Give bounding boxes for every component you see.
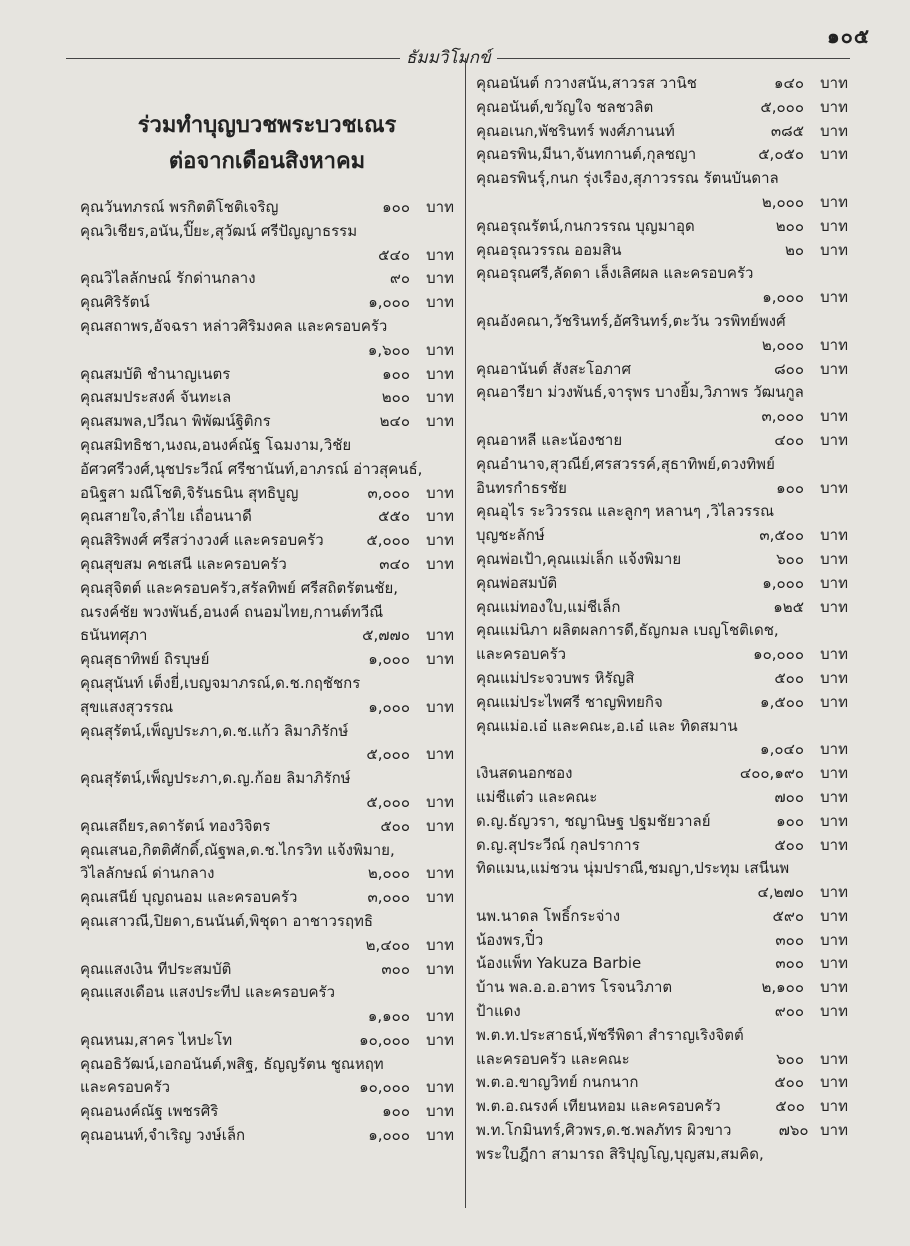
donation-amount: ๕,๐๕๐ <box>758 145 804 164</box>
donor-line <box>80 267 454 291</box>
donation-amount: ๒๐๐ <box>381 388 410 407</box>
currency-unit: บาท <box>820 526 848 545</box>
donation-amount: ๔๐๐,๑๙๐ <box>739 764 804 783</box>
donation-amount: ๔๐๐ <box>774 430 804 449</box>
currency-unit: บาท <box>820 1121 848 1140</box>
donation-amount: ๓,๕๐๐ <box>759 526 804 545</box>
donor-line <box>80 624 454 648</box>
currency-unit: บาท <box>820 645 848 664</box>
donation-amount: ๓๐๐ <box>381 959 410 978</box>
donor-line <box>476 596 848 620</box>
donation-amount: ๕๕๐ <box>378 507 410 526</box>
currency-unit: บาท <box>426 959 454 978</box>
donor-name: คุณพ่อสมบัติ <box>476 573 558 592</box>
currency-unit: บาท <box>820 1049 848 1068</box>
donation-amount: ๑๐๐ <box>776 811 804 830</box>
currency-unit: บาท <box>426 412 454 431</box>
currency-unit: บาท <box>820 145 848 164</box>
right-column <box>476 72 848 1167</box>
donation-amount: ๕๐๐ <box>774 668 804 687</box>
donation-amount: ๓,๐๐๐ <box>367 483 410 502</box>
donor-line <box>476 1095 848 1119</box>
donor-line <box>476 477 848 501</box>
currency-unit: บาท <box>820 407 848 426</box>
donor-name: คุณสมพล,ปวีณา พิพัฒน์ฐิติกร <box>80 412 271 431</box>
donor-line <box>476 619 848 643</box>
donor-name: คุณสุรัตน์,เพ็ญประภา,ด.ช.แก้ว ลิมาภิรักษ์ <box>80 721 349 740</box>
donor-line <box>80 815 454 839</box>
donation-amount: ๑๐๐ <box>382 1102 410 1121</box>
donor-name: คุณเสนอ,กิตติศักดิ์,ณัฐพล,ด.ช.ไกรวิท แจ้งพิมาย, <box>80 840 395 859</box>
donor-line <box>476 762 848 786</box>
donation-amount: ๘๐๐ <box>774 359 804 378</box>
donor-name: คุณวันทภรณ์ พรกิตติโชติเจริญ <box>80 198 279 216</box>
donor-name: น้องพร,ปิ๋ว <box>476 930 544 949</box>
donation-amount: ๗๖๐ <box>778 1121 809 1140</box>
donor-name: คุณสมิทธิชา,นงณ,อนงค์ณัฐ โฉมงาม,วิชัย <box>80 435 352 454</box>
donor-name: ทิดแมน,แม่ชวน นุ่มปราณี,ชมญา,ประทุม เสนีนพ <box>476 859 790 878</box>
right-donor-list <box>476 72 848 1167</box>
donor-line <box>80 315 454 339</box>
donor-line <box>80 363 454 387</box>
donor-name: คุณอนันต์,ขวัญใจ ชลชวลิต <box>476 97 654 116</box>
currency-unit: บาท <box>820 1097 848 1116</box>
donation-amount: ๖๐๐ <box>776 1049 804 1068</box>
donor-name: คุณอนันต์ กวางสนัน,สาวรส วานิช <box>476 74 697 92</box>
donor-name: คุณอรุณรัตน์,กนกวรรณ บุญมาอุด <box>476 216 695 235</box>
donor-line <box>476 358 848 382</box>
currency-unit: บาท <box>820 216 848 235</box>
donation-amount: ๕๔๐ <box>378 245 410 264</box>
donation-amount: ๖๐๐ <box>776 549 804 568</box>
donor-line <box>476 810 848 834</box>
donor-line <box>80 458 454 482</box>
donation-amount: ๒,๔๐๐ <box>365 935 410 954</box>
donor-name: อนิฐสา มณีโชติ,จิรันธนิน สุทธิบูญ <box>80 483 299 502</box>
donor-line <box>476 548 848 572</box>
donor-line <box>476 1119 848 1143</box>
donor-line <box>80 482 454 506</box>
donation-amount: ๑๐๐ <box>382 198 410 216</box>
donor-name: คุณอรพินรุ์,กนก รุ่งเรือง,สุภาวรรณ รัตนบันดาล <box>476 169 779 188</box>
currency-unit: บาท <box>820 240 848 259</box>
currency-unit: บาท <box>820 192 848 211</box>
currency-unit: บาท <box>820 573 848 592</box>
donor-line <box>476 786 848 810</box>
donation-amount: ๕,๐๐๐ <box>366 531 410 550</box>
donation-amount: ๕๐๐ <box>774 1073 804 1092</box>
donor-name: ณรงค์ชัย พวงพันธ์,อนงค์ ถนอมไทย,กานต์ทวีณี <box>80 602 384 621</box>
donation-amount: ๓,๐๐๐ <box>761 407 804 426</box>
currency-unit: บาท <box>820 335 848 354</box>
donor-line <box>476 572 848 596</box>
donor-name: คุณอเนก,พัชรินทร์ พงศ์ภานนท์ <box>476 121 675 140</box>
donor-name: คุณอุไร ระวิวรรณ และลูกๆ หลานๆ ,วิไลวรรณ <box>476 502 775 521</box>
donor-line <box>476 72 848 96</box>
left-donor-list <box>80 196 454 1148</box>
donor-line <box>476 1000 848 1024</box>
donor-line <box>476 929 848 953</box>
currency-unit: บาท <box>426 1030 454 1049</box>
donor-name: คุณสุรัตน์,เพ็ญประภา,ด.ญ.ก้อย ลิมาภิรักษ์ <box>80 769 351 788</box>
currency-unit: บาท <box>820 1002 848 1021</box>
donor-line <box>80 1100 454 1124</box>
donor-name: คุณวิเชียร,อนัน,ปิ๊ยะ,สุวัฒน์ ศรีปัญญาธรรม <box>80 221 358 240</box>
donor-name: คุณอนงค์ณัฐ เพชรศิริ <box>80 1102 219 1121</box>
donation-amount: ๒๐๐ <box>775 216 804 235</box>
currency-unit: บาท <box>820 954 848 973</box>
donation-amount: ๓๔๐ <box>379 554 410 573</box>
donor-line <box>80 862 454 886</box>
left-column <box>80 72 454 1148</box>
donor-line <box>476 834 848 858</box>
donor-line <box>476 96 848 120</box>
donor-name: คุณอรุณศรี,ลัดดา เล็งเลิศผล และครอบครัว <box>476 264 754 283</box>
currency-unit: บาท <box>426 1078 454 1097</box>
donation-amount: ๑,๐๔๐ <box>760 740 804 759</box>
donor-line <box>476 143 848 167</box>
donor-line <box>80 910 454 934</box>
donor-line <box>476 667 848 691</box>
donation-amount: ๑๔๐ <box>773 74 804 92</box>
donor-line <box>80 410 454 434</box>
currency-unit: บาท <box>426 864 454 883</box>
donor-name: คุณแม่ประจวบพร หิรัญสิ <box>476 668 635 687</box>
donation-amount: ๒,๑๐๐ <box>761 978 804 997</box>
donor-line <box>476 691 848 715</box>
donor-line <box>476 857 848 881</box>
donor-line <box>476 191 848 215</box>
donor-name: คุณสุธาทิพย์ ถิรบุษย์ <box>80 650 210 669</box>
donor-line <box>476 976 848 1000</box>
donor-name: คุณแม่ประไพศรี ชาญพิทยกิจ <box>476 692 663 711</box>
donor-name: คุณอาหลี และน้องชาย <box>476 430 623 449</box>
donation-amount: ๕๐๐ <box>775 1097 805 1116</box>
currency-unit: บาท <box>820 787 848 806</box>
donor-line <box>80 1124 454 1148</box>
donor-line <box>80 981 454 1005</box>
donor-line <box>80 244 454 268</box>
currency-unit: บาท <box>820 668 848 687</box>
currency-unit: บาท <box>820 1073 848 1092</box>
section-heading-line2: ต่อจากเดือนสิงหาคม <box>168 149 366 174</box>
donor-line <box>476 1071 848 1095</box>
donor-line <box>80 743 454 767</box>
donor-name: วิไลลักษณ์ ด่านกลาง <box>80 864 215 883</box>
currency-unit: บาท <box>820 430 848 449</box>
donation-amount: ๔,๒๗๐ <box>757 883 804 902</box>
donor-name: พ.ต.ท.ประสาธน์,พัชรีพิดา สำราญเริงจิตต์ <box>476 1025 744 1044</box>
donor-line <box>476 881 848 905</box>
currency-unit: บาท <box>426 650 454 669</box>
currency-unit: บาท <box>820 597 848 616</box>
donor-name: แม่ชีแต๋ว และคณะ <box>476 787 598 806</box>
donor-line <box>80 220 454 244</box>
donation-amount: ๑,๐๐๐ <box>368 650 410 669</box>
currency-unit: บาท <box>426 507 454 526</box>
donor-line <box>80 839 454 863</box>
donor-line <box>476 215 848 239</box>
donor-name: คุณเสถียร,ลดารัตน์ ทองวิจิตร <box>80 816 271 835</box>
donation-amount: ๑๐๐ <box>382 364 410 383</box>
donor-line <box>476 310 848 334</box>
currency-unit: บาท <box>820 740 848 759</box>
donor-name: คุณแสงเงิน ทีประสมบัติ <box>80 959 232 978</box>
donor-name: คุณสิริพงศ์ ศรีสว่างวงศ์ และครอบครัว <box>80 531 324 550</box>
donor-line <box>476 286 848 310</box>
donor-name: ป้าแดง <box>476 1002 521 1021</box>
donor-line <box>476 429 848 453</box>
donor-name: น้องแพ็ท Yakuza Barbie <box>476 954 642 973</box>
donor-line <box>80 434 454 458</box>
donor-line <box>80 291 454 315</box>
currency-unit: บาท <box>426 388 454 407</box>
donor-name: คุณอนนท์,จำเริญ วงษ์เล็ก <box>80 1126 246 1145</box>
donor-name: คุณเสนีย์ บุญถนอม และครอบครัว <box>80 888 298 907</box>
donation-amount: ๕๐๐ <box>774 835 804 854</box>
currency-unit: บาท <box>426 340 454 359</box>
currency-unit: บาท <box>820 549 848 568</box>
donor-name: ด.ญ.สุประวีณ์ กุลปราการ <box>476 835 640 854</box>
donor-line <box>80 958 454 982</box>
currency-unit: บาท <box>426 531 454 550</box>
currency-unit: บาท <box>426 198 454 216</box>
donor-line <box>476 1024 848 1048</box>
donor-name: นพ.นาดล โพธิ์กระจ่าง <box>476 906 621 925</box>
donation-amount: ๓๐๐ <box>775 954 804 973</box>
donation-amount: ๕,๐๐๐ <box>760 97 804 116</box>
donor-name: พ.ต.อ.ณรงค์ เทียนหอม และครอบครัว <box>476 1097 721 1116</box>
currency-unit: บาท <box>820 74 848 92</box>
donor-line <box>476 905 848 929</box>
donor-line <box>80 720 454 744</box>
donor-line <box>80 386 454 410</box>
currency-unit: บาท <box>426 935 454 954</box>
currency-unit: บาท <box>426 1007 454 1026</box>
donor-name: คุณพ่อเป้า,คุณแม่เล็ก แจ้งพิมาย <box>476 549 682 568</box>
donor-name: คุณแม่อ.เอ๋ และคณะ,อ.เอ๋ และ ทิดสมาน <box>476 716 738 735</box>
currency-unit: บาท <box>820 906 848 925</box>
currency-unit: บาท <box>820 764 848 783</box>
donor-name: พระใบฎีกา สามารถ สิริปุญโญ,บุญสม,สมคิด, <box>476 1144 764 1163</box>
donor-line <box>80 601 454 625</box>
donor-line <box>80 1005 454 1029</box>
donor-line <box>80 577 454 601</box>
currency-unit: บาท <box>820 835 848 854</box>
donation-amount: ๓๐๐ <box>775 930 804 949</box>
currency-unit: บาท <box>426 816 454 835</box>
currency-unit: บาท <box>820 930 848 949</box>
donor-line <box>476 715 848 739</box>
donation-amount: ๑,๐๐๐ <box>762 288 804 307</box>
donor-line <box>476 120 848 144</box>
donation-amount: ๒,๐๐๐ <box>761 335 804 354</box>
donor-line <box>80 1053 454 1077</box>
donor-line <box>80 886 454 910</box>
donor-line <box>476 952 848 976</box>
donor-line <box>80 196 454 220</box>
column-divider <box>465 58 466 1208</box>
donor-line <box>80 648 454 672</box>
donation-amount: ๒๐ <box>784 240 804 259</box>
donor-name: อินทรกำธรชัย <box>476 478 567 497</box>
donor-name: คุณอารียา ม่วงพันธ์,จารุพร บางยิ้ม,วิภาพร วัฒนกูล <box>476 383 804 402</box>
donation-amount: ๑,๐๐๐ <box>368 1126 410 1145</box>
donation-amount: ๑,๖๐๐ <box>367 340 410 359</box>
currency-unit: บาท <box>426 697 454 716</box>
donor-line <box>476 381 848 405</box>
donor-name: คุณแม่ทองใบ,แม่ชีเล็ก <box>476 597 621 616</box>
donor-line <box>80 1076 454 1100</box>
currency-unit: บาท <box>426 293 454 312</box>
donation-amount: ๗๐๐ <box>774 787 804 806</box>
donor-line <box>476 239 848 263</box>
donation-amount: ๑๐,๐๐๐ <box>753 645 804 664</box>
donor-line <box>80 1029 454 1053</box>
donation-amount: ๕๙๐ <box>772 906 804 925</box>
donor-name: คุณแสงเดือน แสงประทีป และครอบครัว <box>80 983 336 1002</box>
donor-name: คุณสมบัติ ชำนาญเนตร <box>80 364 231 383</box>
donation-amount: ๕,๐๐๐ <box>366 792 410 811</box>
donor-line <box>80 696 454 720</box>
donor-line <box>80 791 454 815</box>
currency-unit: บาท <box>820 692 848 711</box>
donation-amount: ๑๒๕ <box>773 597 804 616</box>
donation-amount: ๑,๐๐๐ <box>368 697 410 716</box>
donor-name: บุญชะลักษ์ <box>476 526 545 545</box>
donation-amount: ๑๐๐ <box>776 478 804 497</box>
donor-line <box>476 167 848 191</box>
donor-name: คุณสมประสงค์ จันทะเล <box>80 388 232 407</box>
donor-name: คุณแม่นิภา ผลิตผลการดี,ธัญกมล เบญโชติเดช, <box>476 621 779 640</box>
currency-unit: บาท <box>820 121 848 140</box>
donor-name: และครอบครัว <box>80 1078 171 1097</box>
donor-line <box>476 262 848 286</box>
donor-name: อัศวศรีวงศ์,นุชประวีณ์ ศรีชานันท์,อาภรณ์ อ่าวสุคนธ์, <box>80 459 423 478</box>
donation-amount: ๑๐,๐๐๐ <box>359 1030 410 1049</box>
donor-line <box>80 339 454 363</box>
donor-name: ด.ญ.ธัญวรา, ชญานิษฐ ปฐมชัยวาลย์ <box>476 811 711 830</box>
donation-amount: ๑,๕๐๐ <box>760 692 804 711</box>
donor-name: คุณวิไลลักษณ์ รักด่านกลาง <box>80 269 256 288</box>
donor-line <box>476 405 848 429</box>
donation-amount: ๒๔๐ <box>379 412 410 431</box>
donor-name: และครอบครัว และคณะ <box>476 1049 630 1068</box>
donor-name: คุณอธิวัฒน์,เอกอนันต์,พสิฐ, ธัญญรัตน ชูณหฤท <box>80 1054 384 1073</box>
currency-unit: บาท <box>820 97 848 116</box>
running-header: ธัมมวิโมกข์ <box>400 44 497 71</box>
donor-line <box>476 500 848 524</box>
donor-line <box>476 524 848 548</box>
donor-name: คุณอรพิน,มีนา,จันทกานต์,กุลชญา <box>476 145 697 164</box>
donor-name: คุณหนม,สาคร ไหปะโท <box>80 1030 233 1049</box>
currency-unit: บาท <box>820 478 848 497</box>
donation-amount: ๙๐ <box>389 269 410 288</box>
page-number: ๑๐๕ <box>826 24 870 48</box>
donor-name: บ้าน พล.อ.อ.อาทร โรจนวิภาต <box>476 978 673 997</box>
donation-amount: ๑,๑๐๐ <box>367 1007 410 1026</box>
donor-name: คุณอำนาจ,สุวณีย์,ศรสวรรค์,สุธาทิพย์,ดวงทิพย์ <box>476 454 775 473</box>
donor-name: คุณสุจิตต์ และครอบครัว,สรัลทิพย์ ศรีสถิตรัตนชัย, <box>80 578 399 597</box>
donation-amount: ๑,๐๐๐ <box>762 573 804 592</box>
section-heading-line1: ร่วมทำบุญบวชพระบวชเณร <box>137 113 397 138</box>
donation-amount: ๑,๐๐๐ <box>368 293 410 312</box>
donor-name: พ.ต.อ.ขาญวิทย์ กนกนาก <box>476 1073 639 1092</box>
currency-unit: บาท <box>820 811 848 830</box>
donor-name: คุณสถาพร,อัจฉรา หล่าวศิริมงคล และครอบครัว <box>80 316 388 335</box>
donation-amount: ๒,๐๐๐ <box>761 192 804 211</box>
donor-line <box>476 738 848 762</box>
donor-name: พ.ท.โกมินทร์,ศิวพร,ด.ช.พลภัทร ผิวขาว <box>476 1121 732 1140</box>
donor-name: คุณอังคณา,วัชรินทร์,อัศรินทร์,ตะวัน วรพิทย์พงศ์ <box>476 311 786 330</box>
currency-unit: บาท <box>426 1126 454 1145</box>
donor-line <box>80 529 454 553</box>
donor-line <box>476 453 848 477</box>
donation-amount: ๕,๐๐๐ <box>366 745 410 764</box>
donation-amount: ๒,๐๐๐ <box>367 864 410 883</box>
donation-amount: ๙๐๐ <box>774 1002 804 1021</box>
currency-unit: บาท <box>820 978 848 997</box>
currency-unit: บาท <box>426 483 454 502</box>
currency-unit: บาท <box>426 1102 454 1121</box>
donation-amount: ๑๐,๐๐๐ <box>359 1078 410 1097</box>
donor-name: สุขแสงสุวรรณ <box>80 697 174 716</box>
donor-name: คุณสายใจ,ลำไย เถื่อนนาดี <box>80 507 252 526</box>
currency-unit: บาท <box>426 364 454 383</box>
donor-name: คุณสุนันท์ เต็งยี่,เบญจมาภรณ์,ด.ช.กฤชัชกร <box>80 673 361 692</box>
donor-line <box>476 1048 848 1072</box>
currency-unit: บาท <box>426 792 454 811</box>
donor-name: เงินสดนอกซอง <box>476 764 573 783</box>
currency-unit: บาท <box>426 745 454 764</box>
donor-line <box>476 643 848 667</box>
donor-name: คุณอานันต์ สังสะโอภาศ <box>476 359 631 378</box>
donor-name: คุณสุขสม คชเสนี และครอบครัว <box>80 554 287 573</box>
donor-line <box>80 672 454 696</box>
currency-unit: บาท <box>426 626 454 645</box>
donation-amount: ๓๘๕ <box>770 121 804 140</box>
donor-name: คุณศิริรัตน์ <box>80 293 150 312</box>
donor-name: ธนันทศุภา <box>80 626 148 645</box>
donor-line <box>80 505 454 529</box>
currency-unit: บาท <box>426 888 454 907</box>
currency-unit: บาท <box>820 359 848 378</box>
donor-name: คุณอรุณวรรณ ออมสิน <box>476 240 622 259</box>
donation-amount: ๕,๗๗๐ <box>362 626 410 645</box>
donation-amount: ๕๐๐ <box>380 816 410 835</box>
currency-unit: บาท <box>820 288 848 307</box>
currency-unit: บาท <box>820 883 848 902</box>
donor-line <box>80 767 454 791</box>
donor-name: และครอบครัว <box>476 645 567 664</box>
currency-unit: บาท <box>426 554 454 573</box>
donor-line <box>80 934 454 958</box>
donor-name: คุณเสาวณี,ปิยดา,ธนนันต์,พิชุดา อาชาวรฤทธิ <box>80 911 374 930</box>
currency-unit: บาท <box>426 245 454 264</box>
donor-line <box>80 553 454 577</box>
currency-unit: บาท <box>426 269 454 288</box>
donation-amount: ๓,๐๐๐ <box>367 888 410 907</box>
donor-line <box>476 334 848 358</box>
donor-line <box>476 1143 848 1167</box>
